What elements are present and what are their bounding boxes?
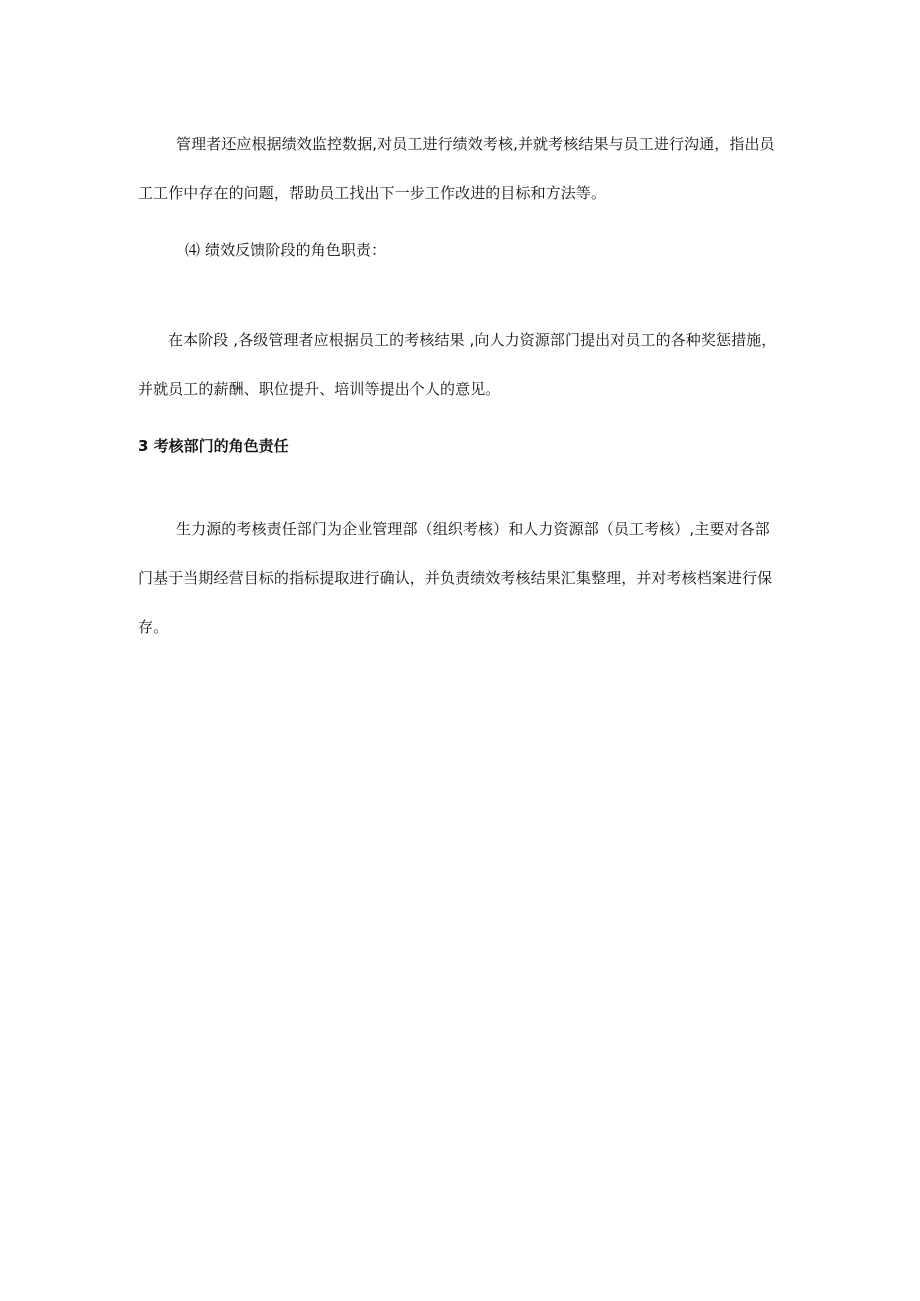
paragraph-2-line-2: 并就员工的薪酬、职位提升、培训等提出个人的意见。 [138, 380, 501, 398]
paragraph-1-line-1: 管理者还应根据绩效监控数据,对员工进行绩效考核,并就考核结果与员工进行沟通，指出员 [176, 135, 775, 153]
subheading-4: ⑷ 绩效反馈阶段的角色职责： [185, 241, 387, 259]
paragraph-2-line-1: 在本阶段 ,各级管理者应根据员工的考核结果 ,向人力资源部门提出对员工的各种奖惩措施， [168, 331, 777, 349]
paragraph-3-line-1: 生力源的考核责任部门为企业管理部（组织考核）和人力资源部（员工考核）,主要对各部 [176, 520, 770, 538]
paragraph-3-line-3: 存。 [138, 618, 169, 636]
paragraph-3-line-2: 门基于当期经营目标的指标提取进行确认，并负责绩效考核结果汇集整理，并对考核档案进行保 [138, 569, 773, 587]
section-3-heading: 3 考核部门的角色责任 [138, 437, 289, 455]
paragraph-1-line-2: 工工作中存在的问题，帮助员工找出下一步工作改进的目标和方法等。 [138, 184, 607, 202]
